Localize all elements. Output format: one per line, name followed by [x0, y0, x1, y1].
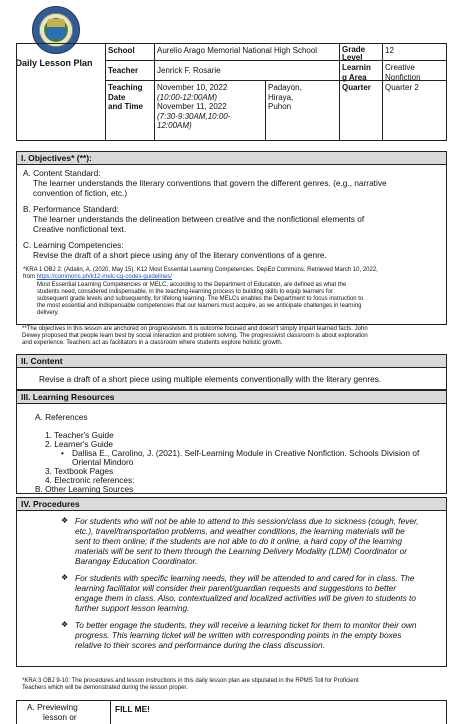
- time-1: (10:00-12:00AM): [157, 92, 218, 102]
- objectives-heading: I. Objectives* (**):: [17, 152, 446, 165]
- procedure-2-line4: further support lesson learning.: [75, 603, 190, 613]
- bullet-diamond-icon: ❖: [61, 620, 69, 629]
- kra1-note-line1: *KRA 1 OBJ 2: (Adalin, A. (2020, May 15). K12 Most Essential Learning Competencies. DepEd Commons. Retrieved March 10, 2022,: [23, 267, 378, 273]
- content-heading: II. Content: [17, 355, 446, 368]
- slm-reference-line2: Oriental Mindoro: [72, 457, 134, 467]
- learning-area-value-line1: Creative: [385, 63, 415, 72]
- objectives-section: [16, 151, 447, 325]
- previewing-lesson-row: [16, 700, 447, 724]
- procedures-heading: IV. Procedures: [17, 498, 446, 511]
- learning-area-label: [339, 62, 382, 83]
- section-2: Hiraya,: [268, 92, 294, 102]
- bullet-diamond-icon: ❖: [61, 573, 69, 582]
- melc-note-line1: Most Essential Learning Competencies or MELC, according to the Department of Education, are defined as what the: [37, 282, 347, 288]
- previewing-lesson-label: [27, 703, 78, 722]
- performance-standard-title: B. Performance Standard:: [23, 204, 119, 214]
- learning-area-label-line1: Learnin: [342, 63, 371, 72]
- progressivism-note-line2: Dewey proposed that people learn best by social interaction and problem solving. The progressivist classroom is about exploration: [22, 333, 368, 339]
- time-2b: 12:00AM): [157, 121, 192, 130]
- content-text: Revise a draft of a short piece using multiple elements conventionally with the literary genres.: [39, 374, 382, 384]
- procedure-2-line2: learning facilitator will consider their parent/guardian requests and suggestions to better: [75, 583, 396, 593]
- school-label: School: [108, 46, 135, 55]
- procedure-1-line2: etc.), travel/transportation problems, and weather conditions, the learning materials will be: [75, 526, 405, 536]
- teacher-label: Teacher: [108, 66, 139, 75]
- bullet-dot-icon: •: [61, 448, 64, 458]
- melc-note-line4: the most essential and indispensable competencies that our learners must acquire, as we anticipate challenges in learning: [37, 303, 362, 309]
- kra3-note-line1: *KRA 3 OBJ 9-10: The procedures and lesson instructions in this daily lesson plan are stipulated in the RPMS Toll for Proficient: [22, 678, 359, 684]
- quarter-value: Quarter 2: [385, 83, 419, 92]
- time-2a: (7:30-9:30AM,10:00-: [157, 111, 231, 121]
- learning-area-value: [382, 62, 446, 83]
- header-table: [16, 43, 447, 141]
- procedure-3-line2: progress. This learning ticket will be written with corresponding points in the empty boxes: [75, 630, 402, 640]
- melc-note-line3: subsequent grade levels and subsequently, for lifelong learning. The MELCs enables the Department to focus instruction to: [37, 296, 364, 302]
- learning-competencies-line1: Revise the draft of a short piece using any of the literary conventions of a genre.: [33, 250, 327, 260]
- performance-standard-line1: The learner understands the delineation between creative and the nonfictional elements of: [33, 214, 365, 224]
- content-standard-line1: The learner understands the literary conventions that govern the different genres. (e.g., narrative: [33, 178, 387, 188]
- procedure-1-line4: materials will be sent to them through the Learning Delivery Modality (LDM) Coordinator or: [75, 546, 408, 556]
- previewing-label-line1: A. Previewing: [27, 702, 78, 712]
- slm-reference-line1: Dallisa E., Carolino, J. (2021). Self-Learning Module in Creative Nonfiction. Schools Division of: [72, 448, 420, 458]
- quarter-label: Quarter: [342, 83, 371, 92]
- kra1-note-line2: from https://commons.ph/k12-melc-cg-codes-guidelines/: [23, 274, 173, 280]
- melc-note-line5: delivery.: [37, 310, 59, 316]
- teaching-date-label-line1: Teaching: [108, 83, 143, 92]
- electronic-references: 4. Electronic references:: [45, 475, 135, 485]
- other-learning-sources: B. Other Learning Sources: [35, 484, 134, 494]
- textbook-pages: 3. Textbook Pages: [45, 466, 114, 476]
- procedure-1-line1: For students who will not be able to attend to this session/class due to sickness (cough, fever,: [75, 516, 419, 526]
- content-standard-title: A. Content Standard:: [23, 168, 101, 178]
- melc-guidelines-link[interactable]: https://commons.ph/k12-melc-cg-codes-guidelines/: [36, 274, 173, 280]
- procedure-2-line3: engage them in class. Also, contextualized and localized activities will be given to students to: [75, 593, 416, 603]
- grade-value: 12: [385, 46, 394, 55]
- procedure-1-line5: Barangay Education Coordinator.: [75, 556, 198, 566]
- procedure-3-line1: To better engage the students, they will receive a learning ticket for them to monitor their own: [75, 620, 417, 630]
- procedures-section: [16, 497, 447, 667]
- procedure-1-line3: sent to them online; if the students are not able to do it online, a hard copy of the learning: [75, 536, 403, 546]
- content-standard-line2: convention of fiction, etc.): [33, 188, 128, 198]
- date-2: November 11, 2022: [157, 102, 227, 111]
- learning-area-label-line2: g Area: [342, 72, 367, 82]
- bullet-diamond-icon: ❖: [61, 516, 69, 525]
- content-section: [16, 354, 447, 390]
- learning-competencies-title: C. Learning Competencies:: [23, 240, 124, 250]
- teacher-value: Jenrick F. Rosarie: [157, 66, 221, 75]
- learning-resources-heading: III. Learning Resources: [17, 391, 446, 404]
- performance-standard-line2: Creative nonfictional text.: [33, 224, 127, 234]
- progressivism-note-line3: and experience. Teachers act as facilitators in a classroom where students explore holistic growth.: [22, 340, 283, 346]
- learning-area-value-line2: Nonfiction: [385, 72, 421, 82]
- sections-value: [265, 82, 339, 113]
- grade-label: Grade Level: [342, 45, 366, 62]
- kra3-note-line2: Teachers which will be demonstrated during the lesson proper.: [22, 685, 188, 691]
- procedure-3-line3: relative to their scores and performance during the class discussion.: [75, 640, 325, 650]
- teaching-date-label-line3: and Time: [108, 102, 143, 111]
- fill-me-placeholder[interactable]: FILL ME!: [115, 704, 150, 714]
- section-1: Padayon,: [268, 83, 302, 92]
- daily-lesson-plan-title: Daily Lesson Plan: [15, 58, 93, 68]
- progressivism-note-line1: **The objectives in this lesson are anchored on progressivism. It is outcome focused and doesn't simply impart learned facts. John: [22, 326, 368, 332]
- section-3: Puhon: [268, 102, 292, 111]
- previewing-label-line2: lesson or: [43, 711, 77, 722]
- teaching-date-label-line2: Date: [108, 92, 126, 102]
- melc-note-line2: students need, considered indispensable, in the teaching-learning process to building skills to equip learners for: [37, 289, 333, 295]
- teaching-date-label: [105, 82, 154, 113]
- references-title: A. References: [35, 412, 88, 422]
- school-value: Aurelio Arago Memorial National High School: [157, 46, 318, 55]
- teachers-guide: 1. Teacher's Guide: [45, 430, 114, 440]
- learners-guide: 2. Learner's Guide: [45, 439, 113, 449]
- learning-resources-section: [16, 390, 447, 494]
- date-1: November 10, 2022: [157, 83, 228, 92]
- procedure-2-line1: For students with specific learning needs, they will be attended to and cared for in class. The: [75, 573, 415, 583]
- teaching-date-value: [154, 82, 265, 132]
